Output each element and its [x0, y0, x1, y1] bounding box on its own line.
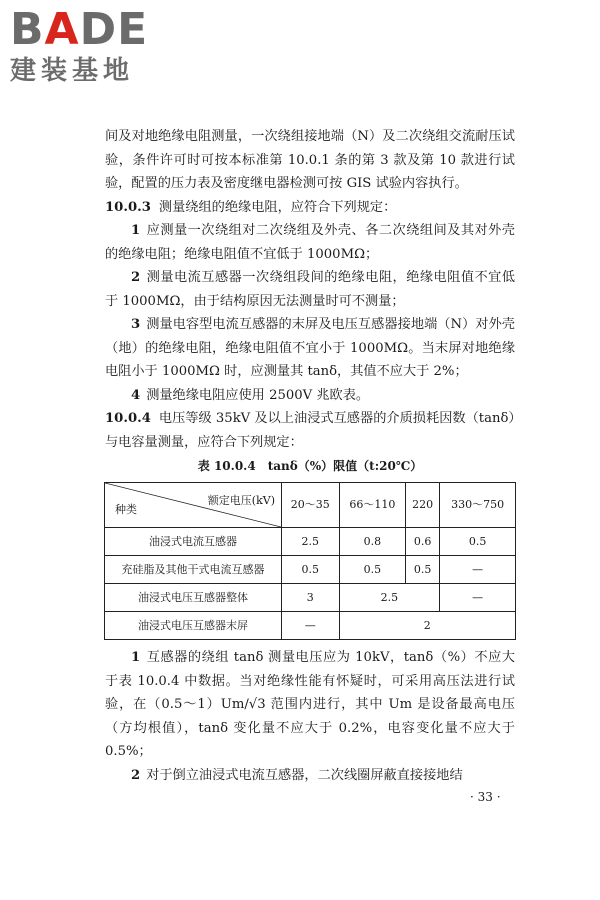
- table-header-row: [105, 483, 516, 528]
- logo-letters-de: DE: [79, 4, 149, 55]
- table-cell: 0.5: [406, 556, 440, 584]
- bade-logo: [10, 4, 180, 88]
- header-type-label: 种类: [115, 502, 137, 516]
- row-label: 油浸式电流互感器: [105, 528, 282, 556]
- table-row: [105, 584, 516, 612]
- table-cell: 0.5: [440, 528, 516, 556]
- tan-delta-limit-table: [104, 482, 516, 640]
- list-item: 2 对于倒立油浸式电流互感器，二次线圈屏蔽直接接地结: [131, 767, 463, 783]
- page-content: [105, 125, 515, 787]
- list-item: 1 互感器的绕组 tanδ 测量电压应为 10kV，tanδ（%）不应大于表 10.0.4 中数据。当对绝缘性能有怀疑时，可采用高压法进行试验，在（0.5～1）Um/√3 范围内进行，其中 Um 是设备最高电压（方均根值），tanδ 变化量不应大于 0.2%，电容变化量不应大于 0.5%；: [105, 650, 515, 759]
- paragraph-continuation: 间及对地绝缘电阻测量，一次绕组接地端（N）及二次绕组交流耐压试验，条件许可时可按本标准第 10.0.1 条的第 3 款及第 10 款进行试验，配置的压力表及密度继电器检测可按 GIS 试验内容执行。: [105, 129, 515, 191]
- row-label: 油浸式电压互感器整体: [105, 584, 282, 612]
- page-number: · 33 ·: [470, 790, 501, 804]
- list-item: 4 测量绝缘电阻应使用 2500V 兆欧表。: [131, 387, 370, 403]
- table-cell: —: [440, 556, 516, 584]
- table-cell: 0.8: [339, 528, 406, 556]
- clause-10-0-3: [105, 196, 515, 220]
- table-cell: 3: [282, 584, 340, 612]
- table-cell: 0.6: [406, 528, 440, 556]
- table-cell: 0.5: [339, 556, 406, 584]
- column-header: 330～750: [440, 483, 516, 528]
- row-label: 充硅脂及其他干式电流互感器: [105, 556, 282, 584]
- table-cell-merged: 2.5: [339, 584, 440, 612]
- header-voltage-label: 额定电压(kV): [207, 494, 275, 507]
- column-header: 220: [406, 483, 440, 528]
- logo-subtitle: 建装基地: [10, 56, 135, 86]
- diagonal-header-cell: [105, 483, 282, 528]
- clause-10-0-4: [105, 407, 515, 454]
- list-item: 2 测量电流互感器一次绕组段间的绝缘电阻，绝缘电阻值不宜低于 1000MΩ，由于结构原因无法测量时可不测量；: [105, 270, 515, 309]
- logo-letter-b: B: [10, 4, 45, 55]
- table-cell: —: [282, 612, 340, 640]
- table-cell: 0.5: [282, 556, 340, 584]
- row-label: 油浸式电压互感器末屏: [105, 612, 282, 640]
- clause-text: 测量绕组的绝缘电阻，应符合下列规定：: [158, 199, 397, 215]
- list-item: 1 应测量一次绕组对二次绕组及外壳、各二次绕组间及其对外壳的绝缘电阻；绝缘电阻值不宜低于 1000MΩ；: [105, 223, 515, 262]
- clause-number: 10.0.4: [105, 411, 151, 426]
- table-cell-merged: 2: [339, 612, 515, 640]
- column-header: 66～110: [339, 483, 406, 528]
- table-cell: —: [440, 584, 516, 612]
- table-row: [105, 556, 516, 584]
- table-row: [105, 612, 516, 640]
- list-item: 3 测量电容型电流互感器的末屏及电压互感器接地端（N）对外壳（地）的绝缘电阻，绝缘电阻值不宜小于 1000MΩ。当末屏对地绝缘电阻小于 1000MΩ 时，应测量其 tanδ，其值不应大于 2%；: [105, 317, 515, 379]
- table-caption: 表 10.0.4 tanδ（%）限值（t:20℃）: [197, 459, 423, 473]
- clause-number: 10.0.3: [105, 199, 151, 215]
- table-row: [105, 528, 516, 556]
- column-header: 20～35: [282, 483, 340, 528]
- table-cell: 2.5: [282, 528, 340, 556]
- logo-letter-a: A: [44, 4, 80, 55]
- logo-wordmark: [10, 4, 180, 55]
- clause-text: 电压等级 35kV 及以上油浸式互感器的介质损耗因数（tanδ）与电容量测量，应符合下列规定：: [105, 411, 515, 450]
